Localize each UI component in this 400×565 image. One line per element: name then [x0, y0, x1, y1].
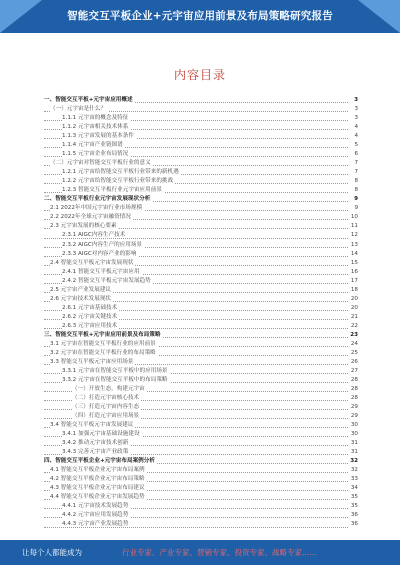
toc-entry-page: 4	[352, 132, 358, 141]
toc-entry-label: 2.3.2 AIGC内容生产的应用场景	[62, 241, 143, 248]
toc-entry[interactable]	[44, 132, 358, 141]
toc-entry[interactable]	[44, 331, 358, 340]
toc-entry[interactable]	[44, 439, 358, 448]
toc-entry-page: 30	[349, 421, 358, 430]
toc-entry[interactable]	[44, 394, 358, 403]
toc-entry[interactable]	[44, 520, 358, 529]
toc-entry[interactable]	[44, 376, 358, 385]
toc-entry-label: 2.3 元宇宙发展的核心要素	[50, 223, 117, 230]
toc-entry[interactable]	[44, 123, 358, 132]
toc-entry[interactable]	[44, 493, 358, 502]
toc-entry-page: 30	[349, 430, 358, 439]
toc-entry[interactable]	[44, 277, 358, 286]
toc-entry[interactable]	[44, 195, 358, 204]
toc-entry-label: （四）打造元宇宙应用场景	[72, 413, 140, 420]
toc-entry[interactable]	[44, 250, 358, 259]
toc-entry[interactable]	[44, 502, 358, 511]
toc-entry-label: 3.4.3 完善元宇宙产业政策	[62, 449, 129, 456]
toc-entry-label: 3.2 元宇宙在智能交互平板行业的布局策略	[50, 349, 156, 356]
toc-entry-page: 32	[349, 466, 358, 475]
toc-entry-page: 17	[349, 277, 358, 286]
toc-entry-page: 33	[349, 475, 358, 484]
toc-entry-page: 36	[349, 511, 358, 520]
toc-entry-label: 4.1 智能交互平板企业元宇宙布局案例	[50, 467, 145, 474]
toc-entry-page: 26	[349, 358, 358, 367]
toc-entry[interactable]	[44, 349, 358, 358]
toc-entry-label: 2.1 2022年中国元宇宙行业市场规模	[50, 205, 143, 212]
toc-entry-label: 3.4 智能交互平板元宇宙发展建议	[50, 422, 134, 429]
toc-entry-label: 2.6.3 元宇宙应用技术	[62, 322, 118, 329]
toc-entry-label: （三）打造元宇宙内容生态	[72, 404, 140, 411]
toc-entry-label: 4.2 智能交互平板企业元宇宙布局策略	[50, 476, 145, 483]
toc-entry-page: 25	[349, 349, 358, 358]
toc-entry-page: 22	[349, 322, 358, 331]
toc-entry[interactable]	[44, 222, 358, 231]
toc-entry-label: 3.3 智能交互平板元宇宙应用场景	[50, 358, 134, 365]
toc-entry-page: 10	[349, 213, 358, 222]
toc-entry[interactable]	[44, 313, 358, 322]
toc-entry-label: 3.4.2 推动元宇宙技术创新	[62, 440, 129, 447]
toc-entry-label: 4.4 智能交互平板企业元宇宙发展趋势	[50, 494, 145, 501]
toc-entry[interactable]	[44, 150, 358, 159]
toc-entry-page: 6	[352, 150, 358, 159]
toc-entry[interactable]	[44, 168, 358, 177]
toc-entry[interactable]	[44, 340, 358, 349]
toc-entry[interactable]	[44, 430, 358, 439]
toc-entry-label: 1.2.3 智能交互平板行业元宇宙应用前景	[62, 187, 162, 194]
toc-entry-label: 4.4.3 元宇宙产业发展趋势	[62, 521, 129, 528]
toc-entry-label: 4.4.2 元宇宙应用发展趋势	[62, 512, 129, 519]
toc-entry-label: 2.5 元宇宙产业发展建议	[50, 286, 112, 293]
toc-entry-page: 4	[352, 123, 358, 132]
toc-entry[interactable]	[44, 141, 358, 150]
toc-entry-page: 11	[349, 222, 358, 231]
toc-entry[interactable]	[44, 213, 358, 222]
toc-entry-label: 4.3 智能交互平板企业元宇宙布局建议	[50, 485, 145, 492]
toc-entry-page: 3	[352, 105, 358, 114]
toc-entry-label: 2.6.2 元宇宙关键技术	[62, 313, 118, 320]
toc-entry-label: 1.1.1 元宇宙的概念及特征	[62, 115, 129, 122]
toc-entry-page: 28	[349, 385, 358, 394]
toc-heading: 内容目录	[173, 68, 226, 82]
toc-entry-page: 14	[349, 250, 358, 259]
toc-entry[interactable]	[44, 241, 358, 250]
toc-entry-label: 1.1.5 元宇宙企业布局情况	[62, 151, 129, 158]
toc-entry[interactable]	[44, 448, 358, 457]
toc-entry-page: 29	[349, 412, 358, 421]
toc-entry[interactable]	[44, 259, 358, 268]
toc-entry-page: 28	[349, 376, 358, 385]
toc-entry-page: 27	[349, 367, 358, 376]
report-title: 智能交互平板企业+元宇宙应用前景及布局策略研究报告	[67, 10, 333, 22]
toc-entry-label: 3.3.2 元宇宙在智能交互平板中的布局策略	[62, 376, 168, 383]
toc-entry-page: 16	[349, 268, 358, 277]
toc-entry[interactable]	[44, 412, 358, 421]
toc-entry[interactable]	[44, 177, 358, 186]
toc-entry[interactable]	[44, 105, 358, 114]
toc-entry-page: 35	[349, 493, 358, 502]
toc-entry[interactable]	[44, 367, 358, 376]
toc-entry-page: 8	[352, 186, 358, 195]
toc-entry-label: （一）开放生态，构建元宇宙	[72, 386, 145, 392]
toc-entry-page: 24	[349, 340, 358, 349]
toc-entry[interactable]	[44, 484, 358, 493]
toc-entry-label: 2.3.1 AIGC内容生产技术	[62, 232, 126, 239]
toc-entry[interactable]	[44, 466, 358, 475]
toc-entry-label: 1.2.1 元宇宙给智能交互平板行业带来的新机遇	[62, 169, 179, 176]
toc-entry-label: 3.4.1 加强元宇宙基础设施建设	[62, 431, 140, 438]
toc-entry-page: 34	[349, 484, 358, 493]
toc-entry-page: 13	[349, 241, 358, 250]
toc-entry-page: 21	[349, 313, 358, 322]
toc-entry[interactable]	[44, 403, 358, 412]
page-header	[0, 0, 400, 33]
toc-entry-label: 2.4.2 智能交互平板元宇宙发展趋势	[62, 277, 151, 284]
toc-entry-label: 1.1.3 元宇宙发展的基本条件	[62, 133, 134, 140]
toc-entry[interactable]	[44, 304, 358, 313]
toc-entry-label: 四、智能交互平板企业+元宇宙布局案例分析	[44, 458, 155, 465]
toc-entry[interactable]	[44, 286, 358, 295]
toc-entry-page: 23	[348, 331, 358, 340]
toc-entry[interactable]	[44, 511, 358, 520]
toc-entry-label: 2.4.1 智能交互平板元宇宙应用	[62, 268, 140, 275]
toc-entry-label: 1.1.4 元宇宙产业链图谱	[62, 142, 123, 149]
toc-entry-page: 3	[352, 96, 358, 105]
toc-entry-label: 3.3.1 元宇宙在智能交互平板中的应用场景	[62, 367, 168, 374]
footer-slogan: 让每个人都能成为	[22, 548, 82, 557]
toc-entry-page: 35	[349, 502, 358, 511]
toc-entry-label: 2.6 元宇宙技术发展现状	[50, 295, 112, 302]
toc-entry-label: 一、智能交互平板+元宇宙应用概述	[44, 97, 133, 103]
toc-entry[interactable]	[44, 96, 358, 105]
header-right-accent	[358, 0, 400, 33]
toc-entry-label: 2.3.3 AIGC对内容产业的影响	[62, 250, 137, 257]
toc-entry[interactable]	[44, 295, 358, 304]
toc-entry-page: 29	[349, 403, 358, 412]
toc-entry[interactable]	[44, 186, 358, 195]
toc-entry-label: 2.2 2022年全球元宇宙融资情况	[50, 214, 131, 221]
toc-entry-page: 20	[349, 295, 358, 304]
toc-entry-page: 3	[352, 114, 358, 123]
toc-entry[interactable]	[44, 358, 358, 367]
toc-entry[interactable]	[44, 268, 358, 277]
toc-entry-label: 1.1.2 元宇宙相关技术体系	[62, 124, 129, 131]
toc-entry-page: 31	[349, 439, 358, 448]
toc-entry-page: 15	[349, 259, 358, 268]
toc-entry-page: 32	[348, 457, 358, 466]
toc-entry-page: 36	[349, 520, 358, 529]
toc-entry[interactable]	[44, 159, 358, 168]
toc-entry-page: 31	[349, 448, 358, 457]
toc-entry[interactable]	[44, 204, 358, 213]
footer-roles: 行业专家、产业专家、营销专家、投资专家、战略专家……	[122, 548, 317, 557]
toc-entry-page: 7	[352, 159, 358, 168]
table-of-contents	[44, 96, 358, 530]
toc-entry-label: 三、智能交互平板+元宇宙应用前景及布局策略	[44, 331, 161, 338]
toc-entry-page: 8	[352, 177, 358, 186]
toc-entry-label: 1.2.2 元宇宙给智能交互平板行业带来的挑战	[62, 178, 174, 185]
toc-entry-page: 5	[352, 141, 358, 150]
toc-entry[interactable]	[44, 475, 358, 484]
toc-entry-page: 9	[352, 195, 358, 204]
toc-entry-page: 9	[352, 204, 358, 213]
toc-entry[interactable]	[44, 385, 358, 394]
toc-entry-page: 28	[349, 394, 358, 403]
toc-entry[interactable]	[44, 322, 358, 331]
toc-entry[interactable]	[44, 114, 358, 123]
toc-entry-page: 7	[352, 168, 358, 177]
toc-entry-label: 3.1 元宇宙在智能交互平板行业的应用前景	[50, 340, 156, 347]
toc-entry-label: （二）打造元宇宙核心技术	[72, 395, 140, 402]
toc-entry-label: （一）元宇宙是什么？	[50, 106, 106, 113]
toc-entry-label: （二）元宇宙对智能交互平板行业的意义	[50, 160, 151, 167]
toc-entry[interactable]	[44, 457, 358, 466]
page-footer	[0, 540, 400, 565]
toc-entry-label: 2.6.1 元宇宙基础技术	[62, 304, 118, 311]
toc-entry-page: 20	[349, 304, 358, 313]
toc-entry-page: 18	[349, 286, 358, 295]
toc-entry-page: 12	[349, 231, 358, 240]
toc-entry[interactable]	[44, 231, 358, 240]
toc-entry-label: 二、智能交互平板行业元宇宙发展现状分析	[44, 196, 151, 203]
toc-entry-label: 2.4 智能交互平板元宇宙发展现状	[50, 259, 134, 266]
toc-entry-label: 4.4.1 元宇宙技术发展趋势	[62, 503, 129, 510]
toc-entry[interactable]	[44, 421, 358, 430]
header-left-accent	[0, 0, 42, 33]
